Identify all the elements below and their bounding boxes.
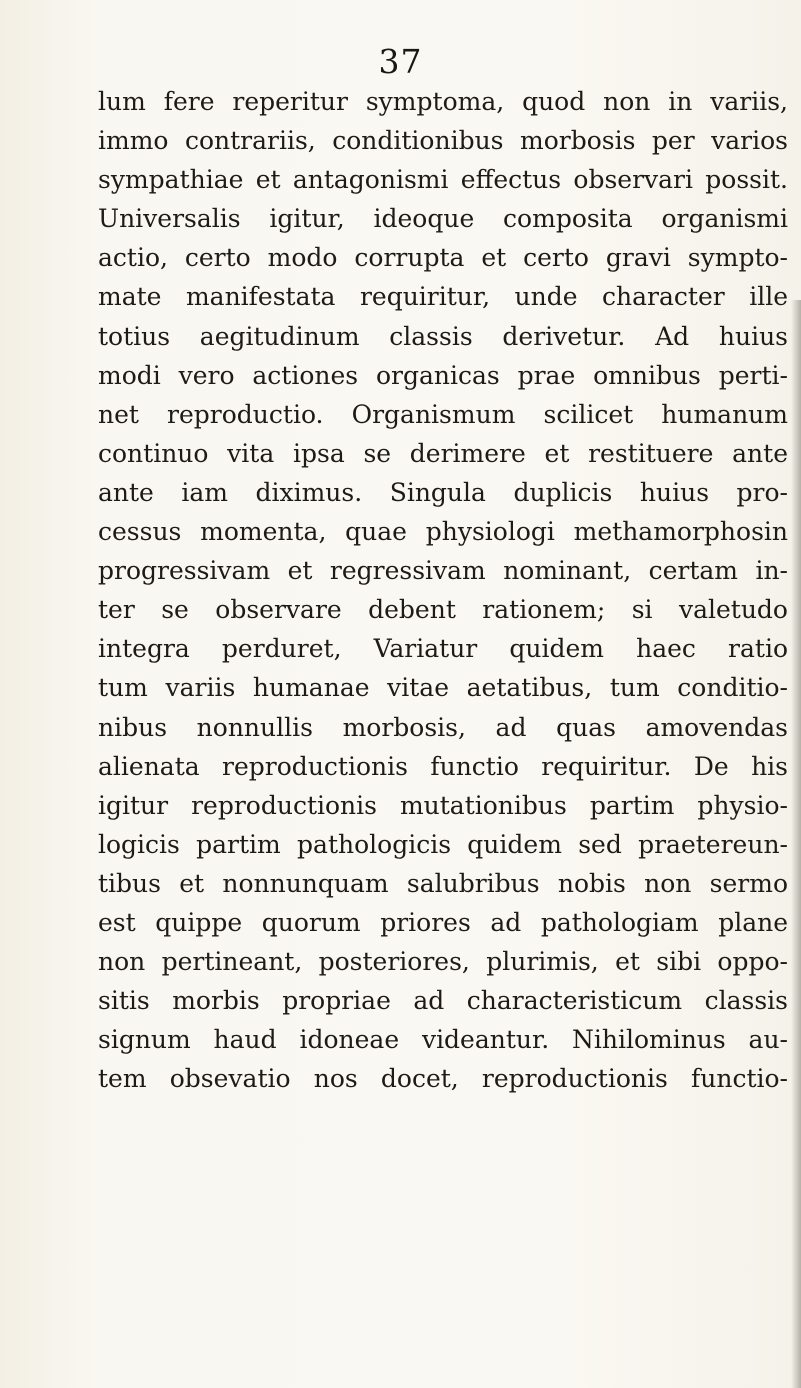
text-line: mate manifestata requiritur, unde character ille (98, 282, 788, 312)
text-line: integra perduret, Variatur quidem haec ratio (98, 634, 788, 664)
text-line: tum variis humanae vitae aetatibus, tum conditio- (98, 673, 788, 703)
text-line: continuo vita ipsa se derimere et restituere ante (98, 438, 788, 468)
body-text (98, 82, 788, 1098)
text-line: sympathiae et antagonismi effectus observari possit. (98, 165, 788, 195)
text-line: nibus nonnullis morbosis, ad quas amovendas (98, 712, 788, 742)
text-line: tibus et nonnunquam salubribus nobis non sermo (98, 868, 788, 898)
text-line: actio, certo modo corrupta et certo gravi sympto- (98, 243, 788, 273)
text-line: signum haud idoneae videantur. Nihilominus au- (98, 1025, 788, 1055)
text-line: ter se observare debent rationem; si valetudo (98, 595, 788, 625)
text-line: ante iam diximus. Singula duplicis huius pro- (98, 477, 788, 507)
page-edge-shadow (791, 300, 801, 1388)
text-line: modi vero actiones organicas prae omnibus perti- (98, 360, 788, 390)
text-line: progressivam et regressivam nominant, certam in- (98, 556, 788, 586)
page-number: 37 (378, 42, 423, 81)
text-line: non pertineant, posteriores, plurimis, et sibi oppo- (98, 947, 788, 977)
text-line: tem obsevatio nos docet, reproductionis functio- (98, 1064, 788, 1094)
text-line: totius aegitudinum classis derivetur. Ad huius (98, 321, 788, 351)
text-line: sitis morbis propriae ad characteristicum classis (98, 986, 788, 1016)
text-line: est quippe quorum priores ad pathologiam plane (98, 907, 788, 937)
text-line: cessus momenta, quae physiologi methamorphosin (98, 517, 788, 547)
text-line: net reproductio. Organismum scilicet humanum (98, 399, 788, 429)
text-line: igitur reproductionis mutationibus partim physio- (98, 790, 788, 820)
text-line: lum fere reperitur symptoma, quod non in variis, (98, 87, 788, 116)
text-line: immo contrariis, conditionibus morbosis per varios (98, 126, 788, 156)
text-line: Universalis igitur, ideoque composita organismi (98, 204, 788, 234)
text-line: logicis partim pathologicis quidem sed praetereun- (98, 829, 788, 859)
text-line: alienata reproductionis functio requiritur. De his (98, 751, 788, 781)
